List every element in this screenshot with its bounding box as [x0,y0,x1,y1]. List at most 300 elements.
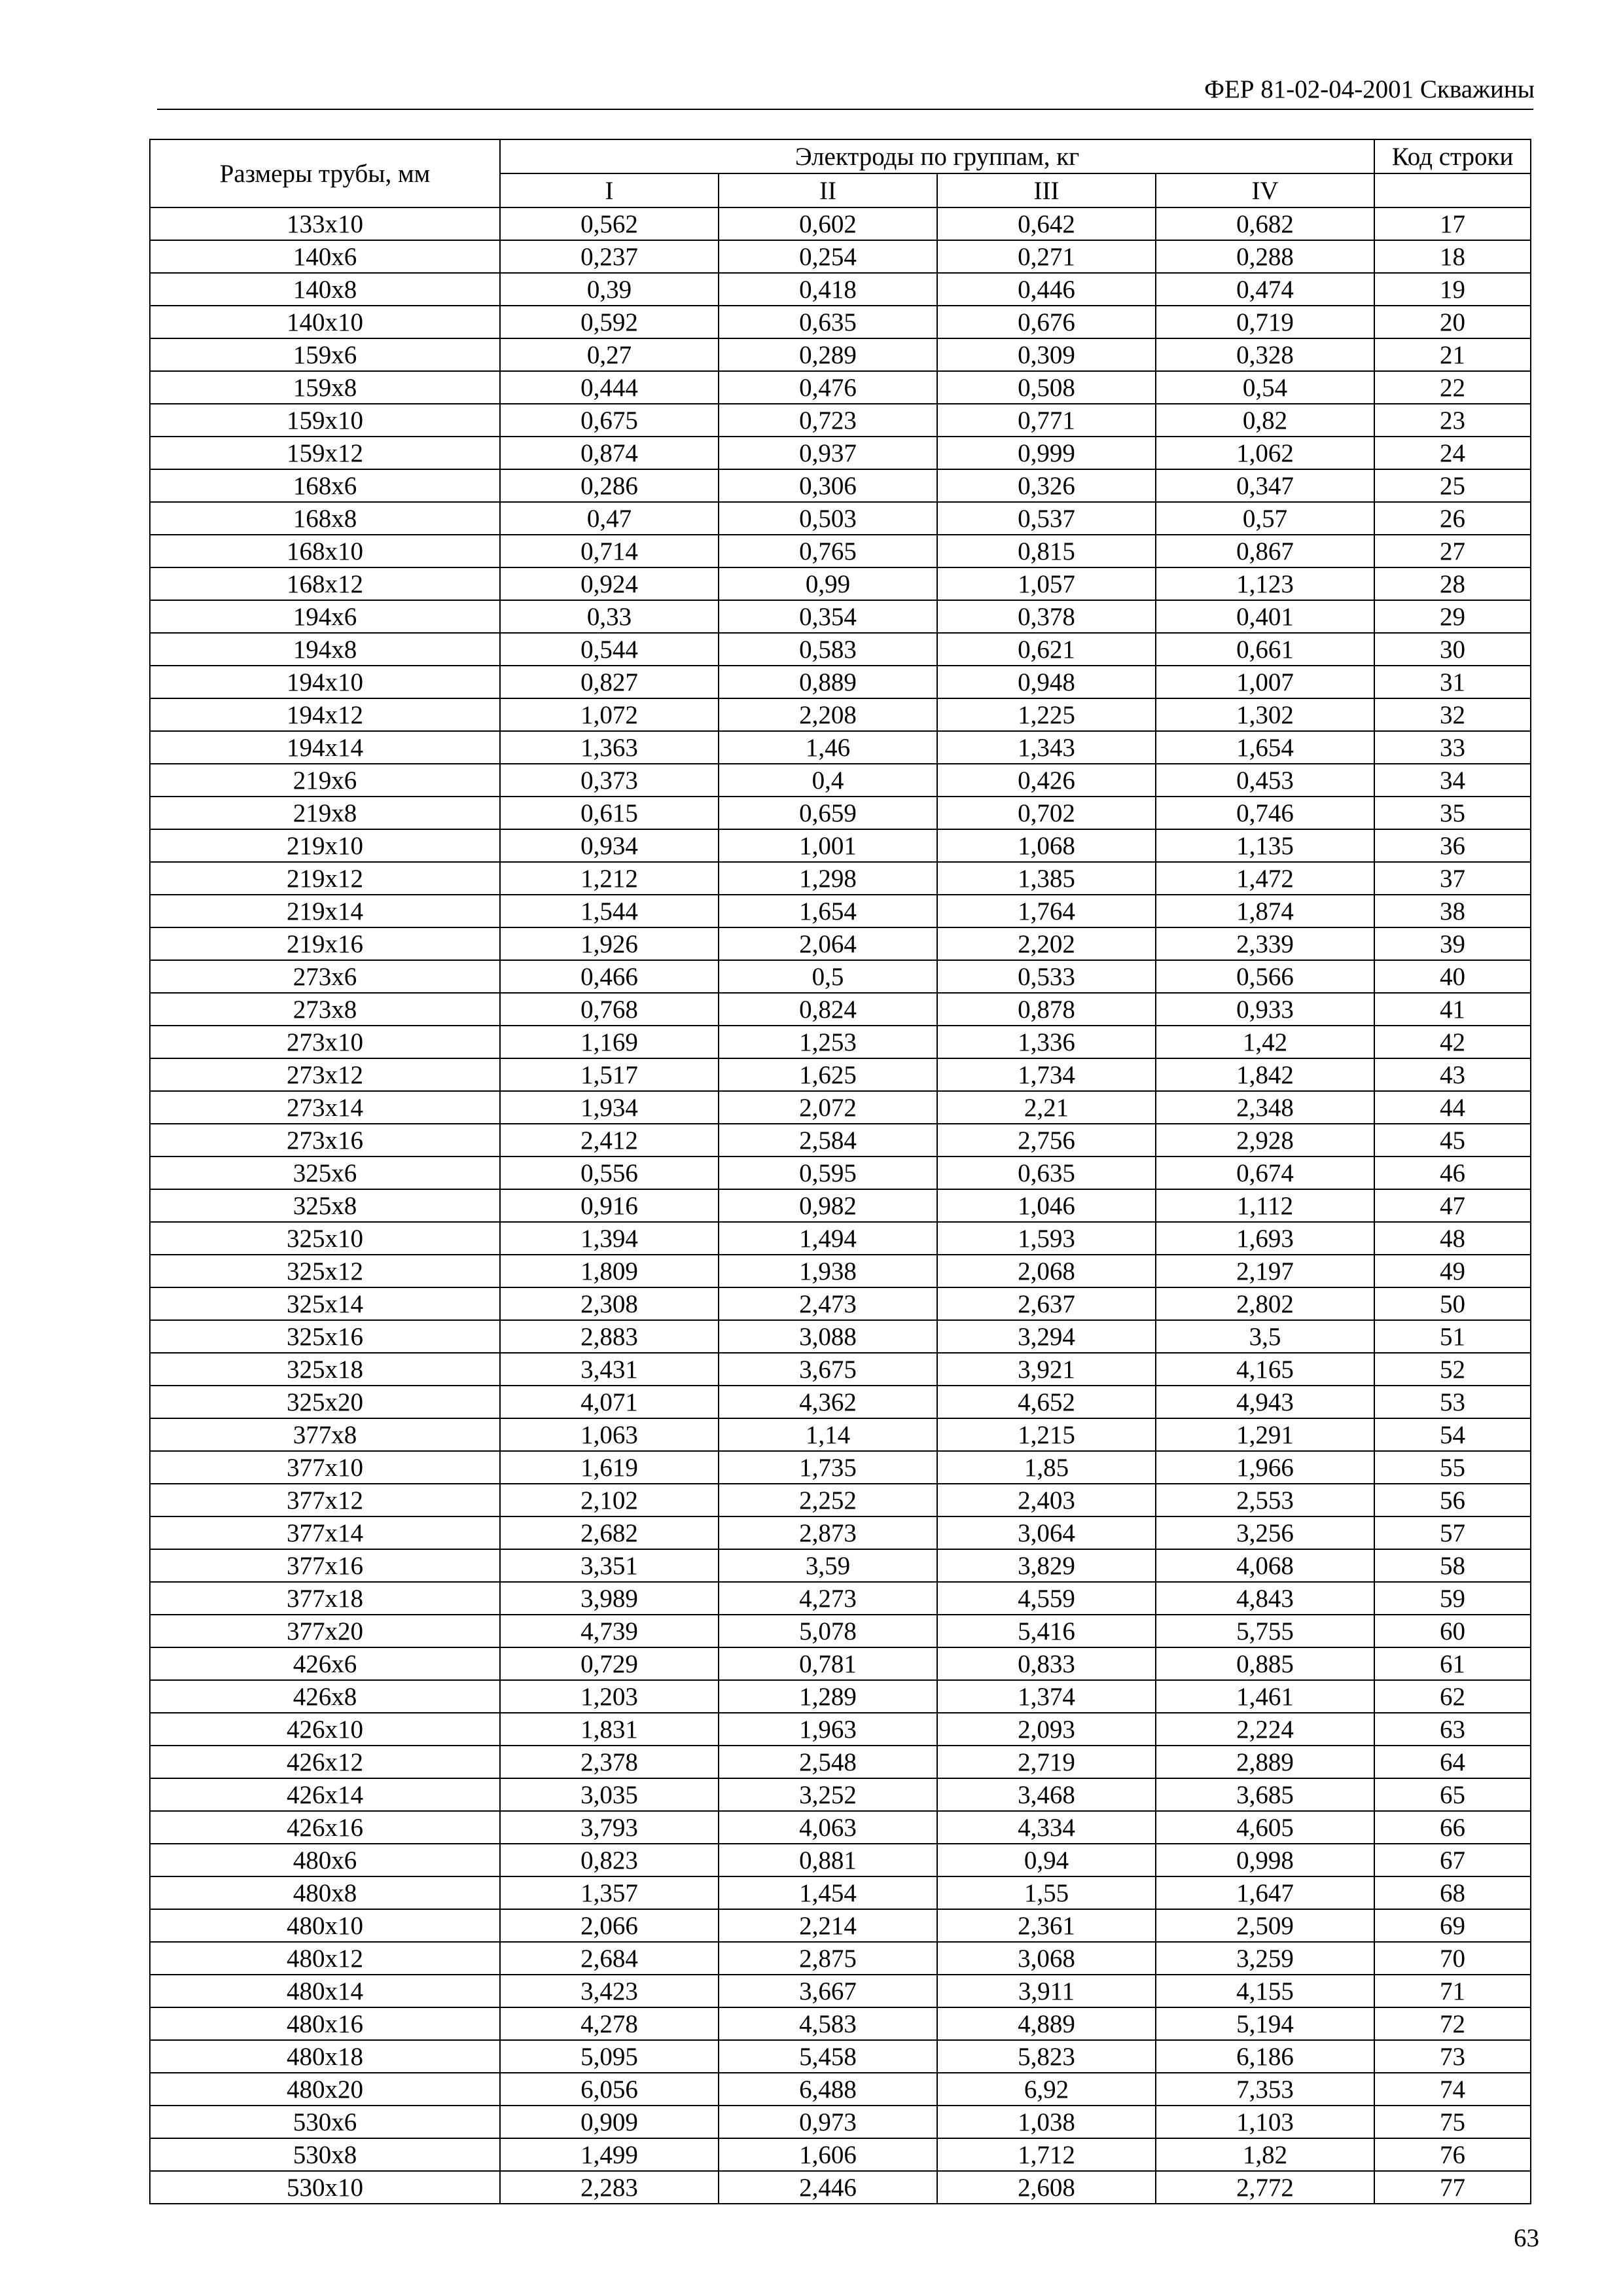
group-iv-cell: 5,194 [1156,2007,1374,2040]
group-i-cell: 1,831 [500,1713,719,1746]
group-iii-cell: 1,55 [937,1876,1156,1909]
group-i-cell: 5,095 [500,2040,719,2073]
pipe-size-cell: 194x14 [150,731,500,764]
group-header-ii: II [719,173,937,207]
table-row [150,567,1531,600]
group-ii-cell: 3,252 [719,1778,937,1811]
group-iv-cell: 0,453 [1156,764,1374,797]
group-iii-cell: 0,271 [937,240,1156,273]
group-iii-cell: 1,215 [937,1418,1156,1451]
group-iv-cell: 1,302 [1156,698,1374,731]
group-i-cell: 3,793 [500,1811,719,1844]
group-iii-cell: 0,309 [937,338,1156,371]
table-row [150,1811,1531,1844]
group-i-cell: 1,363 [500,731,719,764]
group-ii-cell: 2,548 [719,1746,937,1778]
group-iv-cell: 4,155 [1156,1975,1374,2007]
group-iii-cell: 2,361 [937,1909,1156,1942]
group-i-cell: 4,278 [500,2007,719,2040]
table-row [150,1549,1531,1582]
table-row [150,1091,1531,1124]
table-row [150,829,1531,862]
group-ii-cell: 1,289 [719,1680,937,1713]
pipe-size-cell: 325x18 [150,1353,500,1386]
group-ii-cell: 2,064 [719,927,937,960]
pipe-size-cell: 377x14 [150,1516,500,1549]
group-i-cell: 0,916 [500,1189,719,1222]
group-ii-cell: 0,881 [719,1844,937,1876]
group-i-cell: 0,874 [500,437,719,469]
group-iii-cell: 1,046 [937,1189,1156,1222]
group-i-cell: 2,308 [500,1287,719,1320]
group-iii-cell: 1,85 [937,1451,1156,1484]
pipe-size-cell: 140x10 [150,306,500,338]
group-i-cell: 2,883 [500,1320,719,1353]
row-code-cell: 37 [1374,862,1531,895]
group-ii-cell: 2,072 [719,1091,937,1124]
group-iv-cell: 6,186 [1156,2040,1374,2073]
row-code-cell: 48 [1374,1222,1531,1255]
group-iii-cell: 0,948 [937,666,1156,698]
table-row [150,2171,1531,2204]
group-i-cell: 1,357 [500,1876,719,1909]
electrode-consumption-table [149,139,1531,2204]
group-iv-cell: 4,068 [1156,1549,1374,1582]
group-iv-cell: 2,928 [1156,1124,1374,1157]
group-i-cell: 0,675 [500,404,719,437]
row-code-cell: 31 [1374,666,1531,698]
group-ii-cell: 2,873 [719,1516,937,1549]
group-ii-cell: 0,476 [719,371,937,404]
group-iii-cell: 2,756 [937,1124,1156,1157]
group-iii-cell: 2,637 [937,1287,1156,1320]
table-row [150,1386,1531,1418]
group-ii-cell: 1,963 [719,1713,937,1746]
group-ii-cell: 3,088 [719,1320,937,1353]
group-iii-cell: 1,712 [937,2138,1156,2171]
group-i-cell: 0,615 [500,797,719,829]
group-ii-cell: 3,667 [719,1975,937,2007]
group-i-cell: 0,729 [500,1647,719,1680]
pipe-size-cell: 168x8 [150,502,500,535]
group-iv-cell: 1,103 [1156,2106,1374,2138]
group-iii-cell: 0,621 [937,633,1156,666]
row-code-cell: 44 [1374,1091,1531,1124]
table-row [150,437,1531,469]
group-ii-cell: 0,602 [719,207,937,240]
group-i-cell: 3,431 [500,1353,719,1386]
group-iii-cell: 2,719 [937,1746,1156,1778]
group-ii-cell: 2,473 [719,1287,937,1320]
group-i-cell: 4,071 [500,1386,719,1418]
group-iv-cell: 0,54 [1156,371,1374,404]
group-i-cell: 0,909 [500,2106,719,2138]
row-code-cell: 51 [1374,1320,1531,1353]
group-ii-cell: 0,781 [719,1647,937,1680]
pipe-size-cell: 480x14 [150,1975,500,2007]
group-iv-cell: 1,966 [1156,1451,1374,1484]
pipe-size-cell: 140x8 [150,273,500,306]
table-row [150,371,1531,404]
group-iii-cell: 1,068 [937,829,1156,862]
row-code-cell: 27 [1374,535,1531,567]
group-iii-cell: 1,734 [937,1058,1156,1091]
group-i-cell: 1,063 [500,1418,719,1451]
row-code-cell: 40 [1374,960,1531,993]
pipe-size-cell: 168x6 [150,469,500,502]
pipe-size-cell: 377x20 [150,1615,500,1647]
group-i-cell: 2,102 [500,1484,719,1516]
group-iii-cell: 0,537 [937,502,1156,535]
group-ii-cell: 0,289 [719,338,937,371]
group-ii-cell: 0,889 [719,666,937,698]
pipe-size-cell: 377x12 [150,1484,500,1516]
group-iv-cell: 0,347 [1156,469,1374,502]
group-ii-cell: 2,208 [719,698,937,731]
group-ii-cell: 1,298 [719,862,937,895]
table-row [150,862,1531,895]
pipe-size-cell: 194x10 [150,666,500,698]
row-code-cell: 24 [1374,437,1531,469]
pipe-size-cell: 480x8 [150,1876,500,1909]
group-iii-cell: 0,878 [937,993,1156,1026]
group-i-cell: 1,517 [500,1058,719,1091]
pipe-size-cell: 480x16 [150,2007,500,2040]
row-code-cell: 38 [1374,895,1531,927]
row-code-cell: 68 [1374,1876,1531,1909]
table-row [150,960,1531,993]
group-iii-cell: 0,533 [937,960,1156,993]
row-code-cell: 70 [1374,1942,1531,1975]
group-i-cell: 1,394 [500,1222,719,1255]
pipe-size-cell: 325x12 [150,1255,500,1287]
table-row [150,535,1531,567]
pipe-size-cell: 530x6 [150,2106,500,2138]
pipe-size-cell: 219x6 [150,764,500,797]
group-iii-cell: 5,823 [937,2040,1156,2073]
group-i-cell: 0,286 [500,469,719,502]
group-iii-cell: 1,336 [937,1026,1156,1058]
table-row [150,1942,1531,1975]
group-i-cell: 2,684 [500,1942,719,1975]
group-iv-cell: 1,472 [1156,862,1374,895]
group-iv-cell: 2,553 [1156,1484,1374,1516]
group-i-cell: 0,444 [500,371,719,404]
group-iii-cell: 4,652 [937,1386,1156,1418]
group-iii-cell: 0,642 [937,207,1156,240]
pipe-size-cell: 273x14 [150,1091,500,1124]
row-code-cell: 52 [1374,1353,1531,1386]
pipe-size-cell: 273x16 [150,1124,500,1157]
row-code-cell: 67 [1374,1844,1531,1876]
row-code-cell: 57 [1374,1516,1531,1549]
row-code-cell: 64 [1374,1746,1531,1778]
group-i-cell: 1,926 [500,927,719,960]
table-row [150,1026,1531,1058]
group-iv-cell: 0,328 [1156,338,1374,371]
group-i-cell: 0,768 [500,993,719,1026]
group-iii-cell: 0,426 [937,764,1156,797]
table-row [150,1287,1531,1320]
group-iii-cell: 3,468 [937,1778,1156,1811]
group-ii-cell: 4,583 [719,2007,937,2040]
row-code-cell: 65 [1374,1778,1531,1811]
table-row [150,1255,1531,1287]
group-ii-cell: 0,982 [719,1189,937,1222]
group-iii-cell: 0,771 [937,404,1156,437]
group-iv-cell: 1,42 [1156,1026,1374,1058]
table-row [150,1876,1531,1909]
table-row [150,502,1531,535]
group-i-cell: 0,827 [500,666,719,698]
group-i-cell: 6,056 [500,2073,719,2106]
group-i-cell: 2,682 [500,1516,719,1549]
group-ii-cell: 4,273 [719,1582,937,1615]
group-ii-cell: 6,488 [719,2073,937,2106]
group-i-cell: 0,562 [500,207,719,240]
table-row [150,927,1531,960]
row-code-cell: 58 [1374,1549,1531,1582]
group-iv-cell: 4,605 [1156,1811,1374,1844]
row-code-cell: 50 [1374,1287,1531,1320]
table-header [150,139,1531,207]
pipe-size-cell: 426x6 [150,1647,500,1680]
row-code-cell: 66 [1374,1811,1531,1844]
group-iii-cell: 2,202 [937,927,1156,960]
row-code-cell: 63 [1374,1713,1531,1746]
group-ii-cell: 1,654 [719,895,937,927]
pipe-size-cell: 159x6 [150,338,500,371]
pipe-size-cell: 140x6 [150,240,500,273]
group-iv-cell: 4,843 [1156,1582,1374,1615]
group-i-cell: 0,592 [500,306,719,338]
row-code-cell: 18 [1374,240,1531,273]
table-row [150,1778,1531,1811]
pipe-size-cell: 480x20 [150,2073,500,2106]
group-iv-cell: 1,291 [1156,1418,1374,1451]
pipe-size-cell: 480x10 [150,1909,500,1942]
group-iv-cell: 1,062 [1156,437,1374,469]
group-iii-cell: 3,068 [937,1942,1156,1975]
table-row [150,1418,1531,1451]
table-row [150,207,1531,240]
group-iii-cell: 4,889 [937,2007,1156,2040]
table-row [150,1189,1531,1222]
pipe-size-cell: 273x6 [150,960,500,993]
group-iii-cell: 0,94 [937,1844,1156,1876]
group-iii-cell: 4,334 [937,1811,1156,1844]
group-i-cell: 0,27 [500,338,719,371]
group-ii-cell: 1,938 [719,1255,937,1287]
pipe-size-cell: 480x12 [150,1942,500,1975]
row-code-cell: 28 [1374,567,1531,600]
table-row [150,2073,1531,2106]
row-code-cell: 75 [1374,2106,1531,2138]
page-header-title: ФЕР 81-02-04-2001 Скважины [1204,75,1535,103]
pipe-size-cell: 426x14 [150,1778,500,1811]
row-code-cell: 60 [1374,1615,1531,1647]
pipe-size-cell: 168x12 [150,567,500,600]
group-i-cell: 4,739 [500,1615,719,1647]
group-iv-cell: 3,256 [1156,1516,1374,1549]
group-iv-cell: 1,112 [1156,1189,1374,1222]
pipe-size-cell: 159x10 [150,404,500,437]
group-i-cell: 0,823 [500,1844,719,1876]
row-code-cell: 77 [1374,2171,1531,2204]
row-code-cell: 73 [1374,2040,1531,2073]
group-iii-cell: 0,702 [937,797,1156,829]
pipe-size-cell: 377x10 [150,1451,500,1484]
group-ii-cell: 5,458 [719,2040,937,2073]
pipe-size-cell: 194x6 [150,600,500,633]
row-code-cell: 34 [1374,764,1531,797]
group-ii-cell: 0,418 [719,273,937,306]
pipe-size-cell: 194x8 [150,633,500,666]
row-code-cell: 49 [1374,1255,1531,1287]
group-iii-cell: 3,064 [937,1516,1156,1549]
group-iv-cell: 1,123 [1156,567,1374,600]
group-iv-cell: 0,682 [1156,207,1374,240]
group-i-cell: 0,934 [500,829,719,862]
group-iv-cell: 4,165 [1156,1353,1374,1386]
group-iv-cell: 1,82 [1156,2138,1374,2171]
group-i-cell: 3,989 [500,1582,719,1615]
group-iii-cell: 0,635 [937,1157,1156,1189]
group-iv-cell: 0,57 [1156,502,1374,535]
row-code-cell: 71 [1374,1975,1531,2007]
group-iv-cell: 0,661 [1156,633,1374,666]
row-code-cell: 53 [1374,1386,1531,1418]
group-i-cell: 0,556 [500,1157,719,1189]
group-iv-cell: 1,647 [1156,1876,1374,1909]
group-iv-cell: 0,566 [1156,960,1374,993]
group-ii-cell: 0,4 [719,764,937,797]
column-header-electrodes: Электроды по группам, кг [500,139,1374,173]
group-iv-cell: 1,693 [1156,1222,1374,1255]
group-iii-cell: 3,294 [937,1320,1156,1353]
pipe-size-cell: 426x16 [150,1811,500,1844]
group-i-cell: 0,373 [500,764,719,797]
group-iii-cell: 1,343 [937,731,1156,764]
table-row [150,764,1531,797]
table-row [150,2138,1531,2171]
group-iv-cell: 3,259 [1156,1942,1374,1975]
row-code-cell: 61 [1374,1647,1531,1680]
group-iii-cell: 1,038 [937,2106,1156,2138]
table-row [150,698,1531,731]
group-ii-cell: 0,583 [719,633,937,666]
group-ii-cell: 3,675 [719,1353,937,1386]
pipe-size-cell: 273x12 [150,1058,500,1091]
group-iii-cell: 0,446 [937,273,1156,306]
table-row [150,1975,1531,2007]
group-ii-cell: 0,354 [719,600,937,633]
group-ii-cell: 0,635 [719,306,937,338]
pipe-size-cell: 325x6 [150,1157,500,1189]
group-iv-cell: 2,224 [1156,1713,1374,1746]
table-row [150,469,1531,502]
group-ii-cell: 1,253 [719,1026,937,1058]
group-iv-cell: 1,135 [1156,829,1374,862]
table-row [150,1746,1531,1778]
row-code-cell: 23 [1374,404,1531,437]
group-iv-cell: 1,874 [1156,895,1374,927]
row-code-header-spacer [1374,173,1531,207]
group-iii-cell: 2,093 [937,1713,1156,1746]
row-code-cell: 47 [1374,1189,1531,1222]
group-iii-cell: 4,559 [937,1582,1156,1615]
group-ii-cell: 1,454 [719,1876,937,1909]
row-code-cell: 35 [1374,797,1531,829]
group-i-cell: 1,169 [500,1026,719,1058]
table-row [150,1320,1531,1353]
group-iv-cell: 0,998 [1156,1844,1374,1876]
row-code-cell: 25 [1374,469,1531,502]
pipe-size-cell: 480x18 [150,2040,500,2073]
table-row [150,993,1531,1026]
pipe-size-cell: 219x12 [150,862,500,895]
group-ii-cell: 0,595 [719,1157,937,1189]
row-code-cell: 32 [1374,698,1531,731]
group-i-cell: 0,39 [500,273,719,306]
group-ii-cell: 1,625 [719,1058,937,1091]
group-iii-cell: 1,593 [937,1222,1156,1255]
group-i-cell: 2,283 [500,2171,719,2204]
group-i-cell: 0,544 [500,633,719,666]
table-row [150,1615,1531,1647]
group-i-cell: 2,066 [500,1909,719,1942]
group-i-cell: 3,351 [500,1549,719,1582]
pipe-size-cell: 219x8 [150,797,500,829]
group-ii-cell: 0,824 [719,993,937,1026]
group-ii-cell: 0,723 [719,404,937,437]
pipe-size-cell: 168x10 [150,535,500,567]
group-iii-cell: 0,326 [937,469,1156,502]
group-ii-cell: 2,214 [719,1909,937,1942]
group-iii-cell: 0,676 [937,306,1156,338]
group-iv-cell: 2,802 [1156,1287,1374,1320]
group-ii-cell: 0,659 [719,797,937,829]
group-iv-cell: 7,353 [1156,2073,1374,2106]
group-iii-cell: 0,815 [937,535,1156,567]
pipe-size-cell: 325x20 [150,1386,500,1418]
group-iv-cell: 2,348 [1156,1091,1374,1124]
group-iv-cell: 0,288 [1156,240,1374,273]
group-i-cell: 1,499 [500,2138,719,2171]
group-iv-cell: 0,867 [1156,535,1374,567]
pipe-size-cell: 273x10 [150,1026,500,1058]
table-row [150,1222,1531,1255]
group-ii-cell: 4,063 [719,1811,937,1844]
pipe-size-cell: 325x10 [150,1222,500,1255]
table-row [150,1157,1531,1189]
table-row [150,797,1531,829]
row-code-cell: 72 [1374,2007,1531,2040]
group-iv-cell: 1,461 [1156,1680,1374,1713]
row-code-cell: 43 [1374,1058,1531,1091]
group-ii-cell: 1,735 [719,1451,937,1484]
table-row [150,1451,1531,1484]
table-row [150,1909,1531,1942]
group-i-cell: 3,423 [500,1975,719,2007]
group-iv-cell: 3,685 [1156,1778,1374,1811]
pipe-size-cell: 426x12 [150,1746,500,1778]
group-header-iii: III [937,173,1156,207]
table-row [150,1582,1531,1615]
pipe-size-cell: 194x12 [150,698,500,731]
group-iv-cell: 2,889 [1156,1746,1374,1778]
table-row [150,633,1531,666]
